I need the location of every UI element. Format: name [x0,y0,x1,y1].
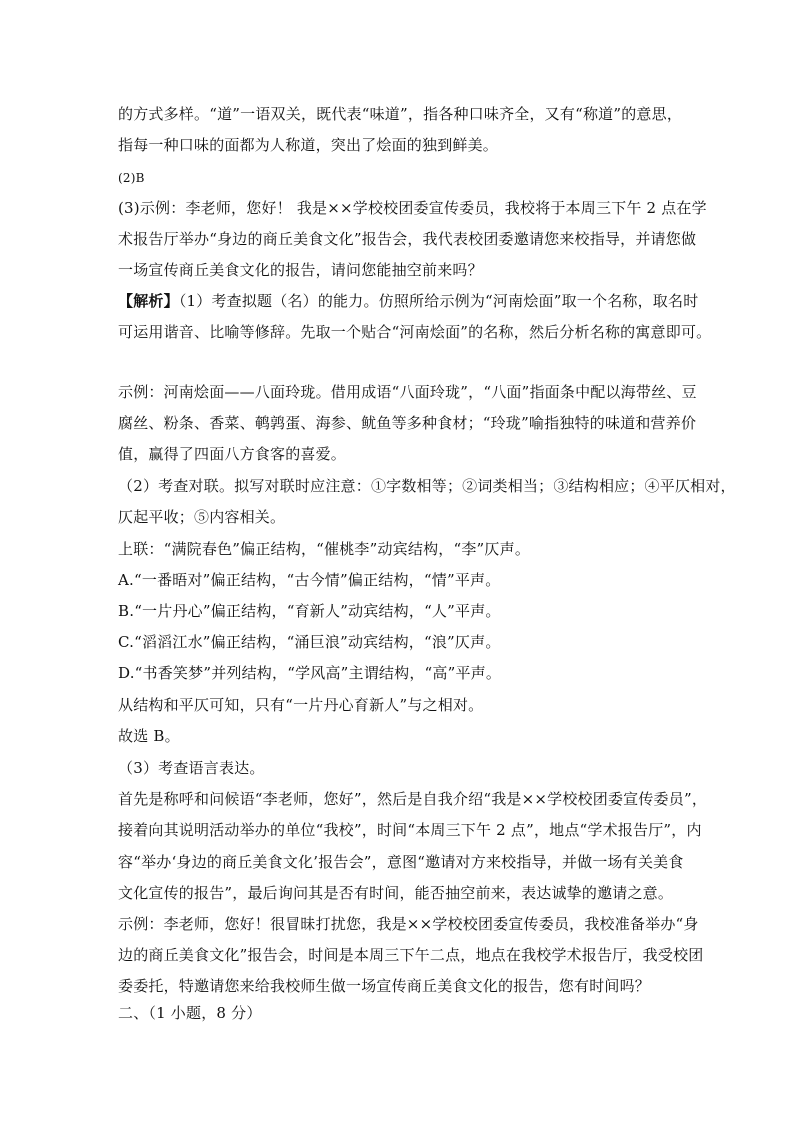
text-line: (3)示例：李老师，您好！ 我是××学校校团委宣传委员，我校将于本周三下午 2 点在学 [118,199,707,217]
text-line: 首先是称呼和问候语“李老师，您好”，然后是自我介绍“我是××学校校团委宣传委员”， [118,790,708,808]
analysis-line [118,291,699,311]
text-line: （2）考查对联。拟写对联时应注意：①字数相等；②词类相当；③结构相应；④平仄相对， [118,477,736,495]
text-line: （3）考查语言表达。 [118,759,265,777]
option-c: C.“滔滔江水”偏正结构，“涌巨浪”动宾结构，“浪”仄声。 [118,633,501,651]
analysis-text: （1）考查拟题（名）的能力。仿照所给示例为“河南烩面”取一个名称，取名时 [178,292,699,310]
text-line: 仄起平收；⑤内容相关。 [118,508,286,526]
text-line: 上联：“满院春色”偏正结构，“催桃李”动宾结构，“李”仄声。 [118,540,531,558]
section-heading: 二、（1 小题，8 分） [118,1004,262,1022]
text-line: 委委托，特邀请您来给我校师生做一场宣传商丘美食文化的报告，您有时间吗？ [118,977,651,995]
option-b: B.“一片丹心”偏正结构，“育新人”动宾结构，“人”平声。 [118,602,501,620]
text-line: 腐丝、粉条、香菜、鹌鹑蛋、海参、鱿鱼等多种食材；“玲珑”喻指独特的味道和营养价 [118,414,697,432]
text-line: 示例：李老师，您好！很冒昧打扰您，我是××学校校团委宣传委员，我校准备举办“身 [118,915,699,933]
text-line: 故选 B。 [118,727,180,745]
text-line: 的方式多样。“道”一语双关，既代表“味道”，指各种口味齐全，又有“称道”的意思， [118,105,683,123]
text-line: 边的商丘美食文化”报告会，时间是本周三下午二点，地点在我校学术报告厅，我受校团 [118,946,704,964]
text-line: 从结构和平仄可知，只有“一片丹心育新人”与之相对。 [118,696,484,714]
text-line: 术报告厅举办“身边的商丘美食文化”报告会，我代表校团委邀请您来校指导，并请您做 [118,230,697,248]
option-d: D.“书香笑梦”并列结构，“学风高”主谓结构，“高”平声。 [118,664,502,682]
analysis-heading: 【解析】 [118,292,179,310]
answer-label: (2)B [118,171,145,185]
text-line: 示例：河南烩面——八面玲珑。借用成语“八面玲珑”，“八面”指面条中配以海带丝、豆 [118,383,697,401]
text-line: 文化宣传的报告”，最后询问其是否有时间，能否抽空前来，表达诚挚的邀请之意。 [118,884,674,902]
text-line: 一场宣传商丘美食文化的报告，请问您能抽空前来吗？ [118,261,483,279]
option-a: A.“一番晤对”偏正结构，“古今情”偏正结构，“情”平声。 [118,571,501,589]
text-line: 值，赢得了四面八方食客的喜爱。 [118,445,347,463]
text-line: 容“举办‘身边的商丘美食文化’报告会”，意图“邀请对方来校指导，并做一场有关美食 [118,853,684,871]
text-line: 可运用谐音、比喻等修辞。先取一个贴合“河南烩面”的名称，然后分析名称的寓意即可。 [118,323,712,341]
text-line: 指每一种口味的面都为人称道，突出了烩面的独到鲜美。 [118,136,499,154]
text-line: 接着向其说明活动举办的单位“我校”，时间“本周三下午 2 点”，地点“学术报告厅”，内 [118,821,702,839]
